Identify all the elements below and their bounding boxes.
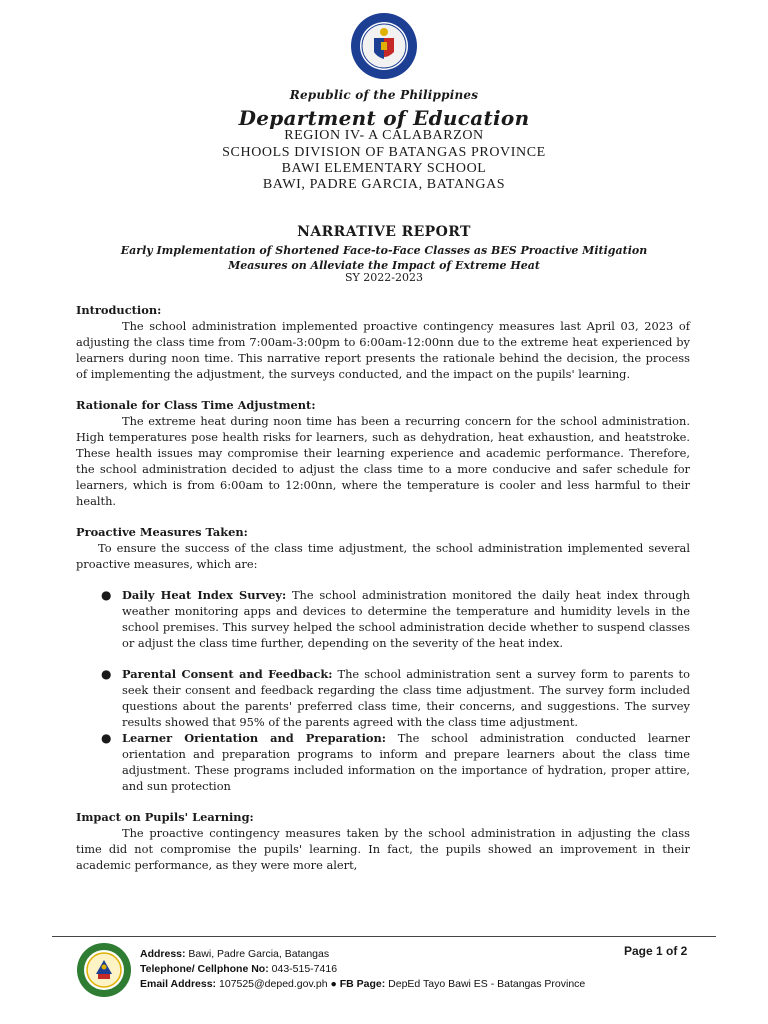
email-value: 107525@deped.gov.ph bbox=[216, 978, 328, 990]
report-title: NARRATIVE REPORT bbox=[297, 224, 471, 240]
page-number: Page 1 of 2 bbox=[624, 944, 688, 958]
report-subtitle bbox=[0, 243, 768, 273]
address-value: Bawi, Padre Garcia, Batangas bbox=[185, 948, 330, 960]
footer-contacts bbox=[140, 978, 585, 990]
measures-list bbox=[76, 587, 690, 794]
region-line: REGION IV- A CALABARZON bbox=[284, 128, 484, 143]
republic-heading: Republic of the Philippines bbox=[289, 88, 479, 102]
address-label: Address: bbox=[140, 948, 186, 960]
school-seal-logo bbox=[76, 942, 132, 998]
measures-paragraph: To ensure the success of the class time adjustment, the school administration implemented several proactive measures, which are: bbox=[76, 541, 690, 571]
subtitle-line-2: Measures on Alleviate the Impact of Extreme Heat bbox=[228, 259, 540, 272]
bullet-icon: ● bbox=[101, 731, 112, 745]
bullet-text: The school administration monitored the daily heat index through weather monitoring apps and devices to determine the temperature and humidity levels in the school premises. This survey helped the school administration decide whether to suspend classes or adjust the class time further, depending on the severity of the heat index. bbox=[122, 588, 690, 650]
report-body bbox=[76, 302, 690, 873]
bullet-label: Parental Consent and Feedback: bbox=[122, 667, 333, 681]
school-address-line: BAWI, PADRE GARCIA, BATANGAS bbox=[262, 177, 506, 192]
department-heading: Department of Education bbox=[238, 106, 530, 130]
list-item bbox=[76, 666, 690, 730]
bullet-label: Daily Heat Index Survey: bbox=[122, 588, 287, 602]
footer-phone bbox=[140, 963, 337, 975]
list-item bbox=[76, 587, 690, 651]
separator-icon: ● bbox=[327, 978, 340, 990]
fb-value: DepEd Tayo Bawi ES - Batangas Province bbox=[385, 978, 586, 990]
fb-label: FB Page: bbox=[339, 978, 386, 990]
footer-divider bbox=[52, 936, 716, 937]
division-line: SCHOOLS DIVISION OF BATANGAS PROVINCE bbox=[222, 145, 546, 160]
intro-heading: Introduction: bbox=[76, 303, 162, 317]
rationale-paragraph: The extreme heat during noon time has been a recurring concern for the school administration. High temperatures pose health risks for learners, such as dehydration, heat exhaustion, and heatstroke. These health issues may compromise their learning experience and academic performance. Therefore, the school administration decided to adjust the class time to a more conducive and safer schedule for learners, which is from 6:00am to 12:00nn, where the temperature is cooler and less harmful to their health. bbox=[76, 414, 690, 508]
email-label: Email Address: bbox=[140, 978, 217, 990]
bullet-icon: ● bbox=[101, 667, 112, 681]
impact-heading: Impact on Pupils' Learning: bbox=[76, 810, 254, 824]
bullet-label: Learner Orientation and Preparation: bbox=[122, 731, 387, 745]
impact-paragraph: The proactive contingency measures taken by the school administration in adjusting the class time did not compromise the pupils' learning. In fact, the pupils showed an improvement in their academic performance, as they were more alert, bbox=[76, 826, 690, 872]
bullet-text: The school administration conducted learner orientation and preparation programs to inform and prepare learners about the class time adjustment. These programs included information on the importance of hydration, proper attire, and sun protection bbox=[122, 731, 690, 793]
phone-label: Telephone/ Cellphone No: bbox=[140, 963, 269, 975]
bullet-text: The school administration sent a survey form to parents to seek their consent and feedback regarding the class time adjustment. The survey form included questions about the parents' preferred class time, their concerns, and suggestions. The survey results showed that 95% of the parents agreed with the class time adjustment. bbox=[122, 667, 690, 729]
list-item bbox=[76, 730, 690, 794]
footer-address bbox=[140, 948, 329, 960]
school-year: SY 2022-2023 bbox=[345, 271, 423, 284]
measures-heading: Proactive Measures Taken: bbox=[76, 525, 248, 539]
intro-paragraph: The school administration implemented proactive contingency measures last April 03, 2023 of adjusting the class time from 7:00am-3:00pm to 6:00am-12:00nn due to the extreme heat experienced by learners during noon time. This narrative report presents the rationale behind the decision, the process of implementing the adjustment, the surveys conducted, and the impact on the pupils' learning. bbox=[76, 319, 690, 381]
phone-value: 043-515-7416 bbox=[268, 963, 338, 975]
bullet-icon: ● bbox=[101, 588, 112, 602]
school-line: BAWI ELEMENTARY SCHOOL bbox=[281, 161, 487, 176]
rationale-heading: Rationale for Class Time Adjustment: bbox=[76, 398, 316, 412]
deped-seal-logo bbox=[350, 12, 418, 80]
subtitle-line-1: Early Implementation of Shortened Face-to-Face Classes as BES Proactive Mitigation bbox=[120, 244, 648, 257]
